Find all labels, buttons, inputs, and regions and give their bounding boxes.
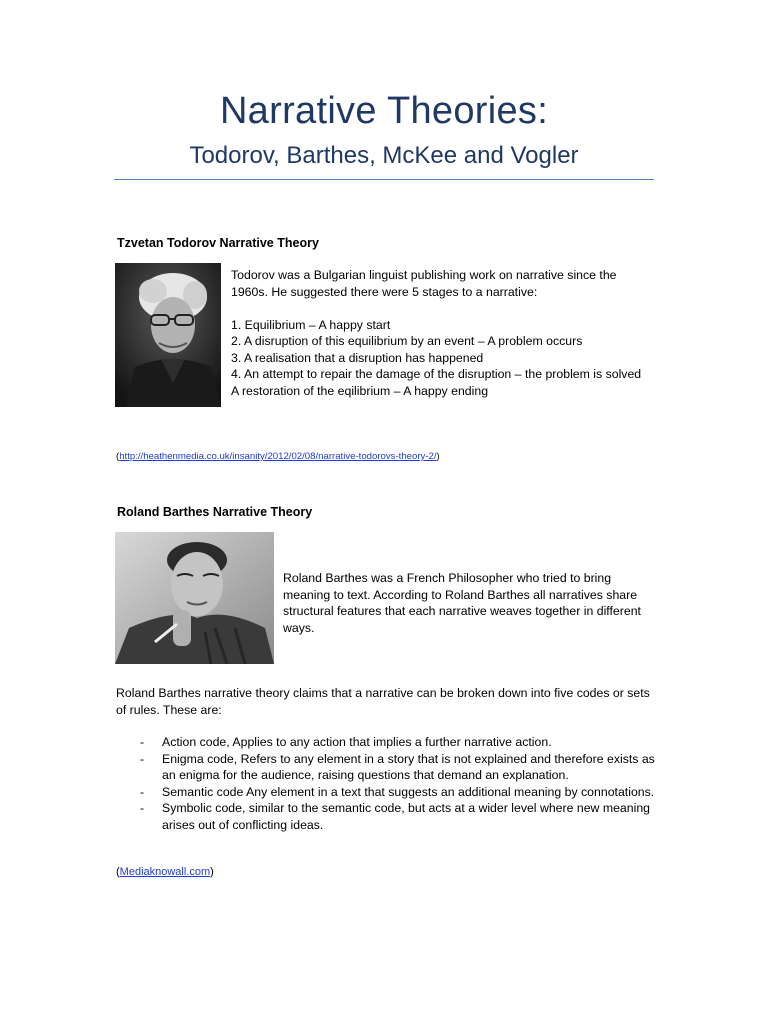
barthes-photo [115, 532, 274, 664]
list-item: - Semantic code Any element in a text that suggests an additional meaning by connotations. [116, 784, 656, 801]
title-divider [114, 179, 654, 180]
source-paren-close: ) [210, 866, 214, 878]
todorov-intro: Todorov was a Bulgarian linguist publishing work on narrative since the 1960s. He suggested there were 5 stages to a narrative: [231, 268, 617, 299]
todorov-stage-2: 2. A disruption of this equilibrium by an event – A problem occurs [231, 334, 583, 348]
todorov-stage-5: A restoration of the eqilibrium – A happy ending [231, 383, 489, 398]
barthes-codes-intro: Roland Barthes narrative theory claims that a narrative can be broken down into five codes or sets of rules. These are: [116, 686, 650, 717]
todorov-stage-3: 3. A realisation that a disruption has happened [231, 350, 484, 365]
todorov-description [231, 267, 651, 399]
barthes-source-link[interactable]: Mediaknowall.com [119, 866, 211, 878]
todorov-source [116, 451, 440, 462]
source-paren-open: ( [116, 866, 120, 878]
barthes-intro: Roland Barthes was a French Philosopher who tried to bring meaning to text. According to Roland Barthes all narratives share structural features that each narrative weaves together in different ways. [283, 571, 641, 635]
list-item: - Symbolic code, similar to the semantic code, but acts at a wider level where new meaning arises out of conflicting ideas. [116, 800, 656, 833]
barthes-portrait-image [115, 532, 274, 664]
todorov-photo [115, 263, 221, 407]
list-item: - Enigma code, Refers to any element in a story that is not explained and therefore exists as an enigma for the audience, raising questions that demand an explanation. [116, 751, 656, 784]
todorov-stage-1: 1. Equilibrium – A happy start [231, 317, 391, 332]
barthes-source [116, 866, 214, 878]
todorov-stage-4: 4. An attempt to repair the damage of the disruption – the problem is solved [231, 367, 642, 381]
document-subtitle: Todorov, Barthes, McKee and Vogler [189, 142, 579, 169]
document-title: Narrative Theories: [219, 90, 549, 132]
todorov-heading: Tzvetan Todorov Narrative Theory [117, 236, 319, 250]
todorov-portrait-image [115, 263, 221, 407]
barthes-codes-list [116, 734, 656, 833]
todorov-source-link[interactable]: http://heathenmedia.co.uk/insanity/2012/02/08/narrative-todorovs-theory-2/ [119, 451, 437, 462]
list-item: - Action code, Applies to any action that implies a further narrative action. [116, 734, 656, 751]
source-paren-close: ) [436, 451, 440, 462]
spacer [231, 300, 651, 317]
barthes-heading: Roland Barthes Narrative Theory [117, 505, 313, 519]
source-paren-open: ( [116, 451, 120, 462]
